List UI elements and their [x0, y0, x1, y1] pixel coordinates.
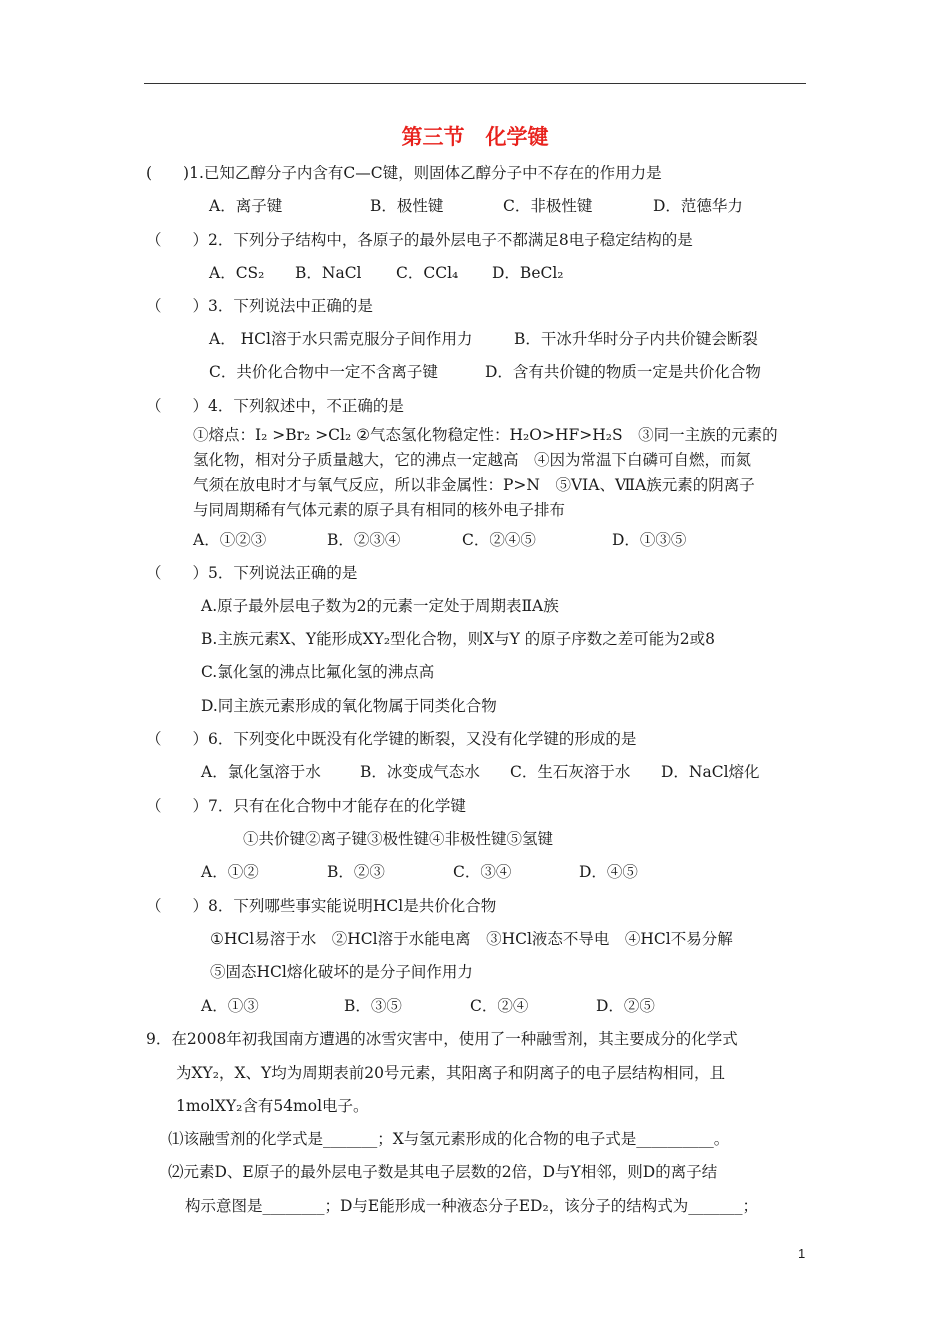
q3-option-c: C．共价化合物中一定不含离子键 [209, 363, 438, 381]
q3-option-b: B．干冰升华时分子内共价键会断裂 [514, 330, 758, 348]
q4-line-4: 与同周期稀有气体元素的原子具有相同的核外电子排布 [193, 501, 566, 519]
q2-option-a: A．CS₂ [209, 264, 265, 282]
q5-option-a: A.原子最外层电子数为2的元素一定处于周期表ⅡA族 [201, 597, 559, 615]
q8-option-b: B．③⑤ [344, 997, 402, 1015]
q9-sub-1: ⑴该融雪剂的化学式是_______；X与氢元素形成的化合物的电子式是__________。 [168, 1130, 730, 1148]
q4-option-b: B．②③④ [327, 531, 401, 549]
page-title: 第三节 化学键 [401, 125, 549, 149]
q6-option-a: A．氯化氢溶于水 [201, 763, 321, 781]
q2-option-d: D．BeCl₂ [492, 264, 564, 282]
q6-option-b: B．冰变成气态水 [360, 763, 480, 781]
q1-stem: ( )1.已知乙醇分子内含有C—C键，则固体乙醇分子中不存在的作用力是 [146, 164, 662, 182]
q4-line-2: 氢化物，相对分子质量越大，它的沸点一定越高 ④因为常温下白磷可自燃，而氮 [193, 451, 752, 469]
q7-option-b: B．②③ [327, 863, 385, 881]
q4-stem: （ ）4．下列叙述中，不正确的是 [146, 397, 404, 415]
q4-option-d: D．①③⑤ [612, 531, 687, 549]
q4-option-c: C．②④⑤ [462, 531, 536, 549]
q1-option-c: C．非极性键 [503, 197, 593, 215]
q2-option-b: B．NaCl [295, 264, 362, 282]
q9-line-2: 为XY₂，X、Y均为周期表前20号元素，其阳离子和阴离子的电子层结构相同，且 [176, 1064, 725, 1082]
q7-option-c: C．③④ [453, 863, 512, 881]
header-rule [144, 83, 806, 84]
q8-option-a: A．①③ [201, 997, 259, 1015]
q2-stem: （ ）2．下列分子结构中，各原子的最外层电子不都满足8电子稳定结构的是 [146, 231, 693, 249]
q9-sub-2-line-2: 构示意图是________；D与E能形成一种液态分子ED₂，该分子的结构式为_______； [185, 1197, 758, 1215]
q3-option-a: A． HCl溶于水只需克服分子间作用力 [209, 330, 473, 348]
page-number: 1 [798, 1246, 806, 1261]
q1-option-b: B．极性键 [370, 197, 444, 215]
q1-option-d: D．范德华力 [653, 197, 743, 215]
q5-option-c: C.氯化氢的沸点比氟化氢的沸点高 [201, 663, 435, 681]
q1-option-a: A．离子键 [209, 197, 283, 215]
q3-option-d: D．含有共价键的物质一定是共价化合物 [485, 363, 761, 381]
q7-choices: ①共价键②离子键③极性键④非极性键⑤氢键 [243, 830, 554, 848]
q6-option-c: C．生石灰溶于水 [510, 763, 631, 781]
q9-sub-2-line-1: ⑵元素D、E原子的最外层电子数是其电子层数的2倍，D与Y相邻，则D的离子结 [168, 1163, 718, 1181]
q6-stem: （ ）6．下列变化中既没有化学键的断裂，又没有化学键的形成的是 [146, 730, 637, 748]
q5-option-b: B.主族元素X、Y能形成XY₂型化合物，则X与Y 的原子序数之差可能为2或8 [201, 630, 715, 648]
q9-line-1: 9．在2008年初我国南方遭遇的冰雪灾害中，使用了一种融雪剂，其主要成分的化学式 [146, 1030, 738, 1048]
q3-stem: （ ）3．下列说法中正确的是 [146, 297, 373, 315]
q8-stem: （ ）8．下列哪些事实能说明HCl是共价化合物 [146, 897, 497, 915]
q4-option-a: A．①②③ [193, 531, 267, 549]
q5-stem: （ ）5．下列说法正确的是 [146, 564, 358, 582]
q5-option-d: D.同主族元素形成的氧化物属于同类化合物 [201, 697, 497, 715]
q7-option-a: A．①② [201, 863, 259, 881]
q7-stem: （ ）7．只有在化合物中才能存在的化学键 [146, 797, 466, 815]
q6-option-d: D．NaCl熔化 [661, 763, 760, 781]
q4-line-1: ①熔点：I₂ >Br₂ >Cl₂ ②气态氢化物稳定性：H₂O>HF>H₂S ③同一主族的元素的 [193, 426, 778, 444]
q4-line-3: 气须在放电时才与氧气反应，所以非金属性：P>N ⑤VIA、ⅦA族元素的阴离子 [193, 476, 755, 494]
q8-option-d: D．②⑤ [596, 997, 655, 1015]
q2-option-c: C．CCl₄ [396, 264, 459, 282]
q9-line-3: 1molXY₂含有54mol电子。 [176, 1097, 369, 1115]
q7-option-d: D．④⑤ [579, 863, 638, 881]
q8-choices-2: ⑤固态HCl熔化破坏的是分子间作用力 [210, 963, 473, 981]
q8-choices-1: ①HCl易溶于水 ②HCl溶于水能电离 ③HCl液态不导电 ④HCl不易分解 [210, 930, 733, 948]
q8-option-c: C．②④ [470, 997, 529, 1015]
